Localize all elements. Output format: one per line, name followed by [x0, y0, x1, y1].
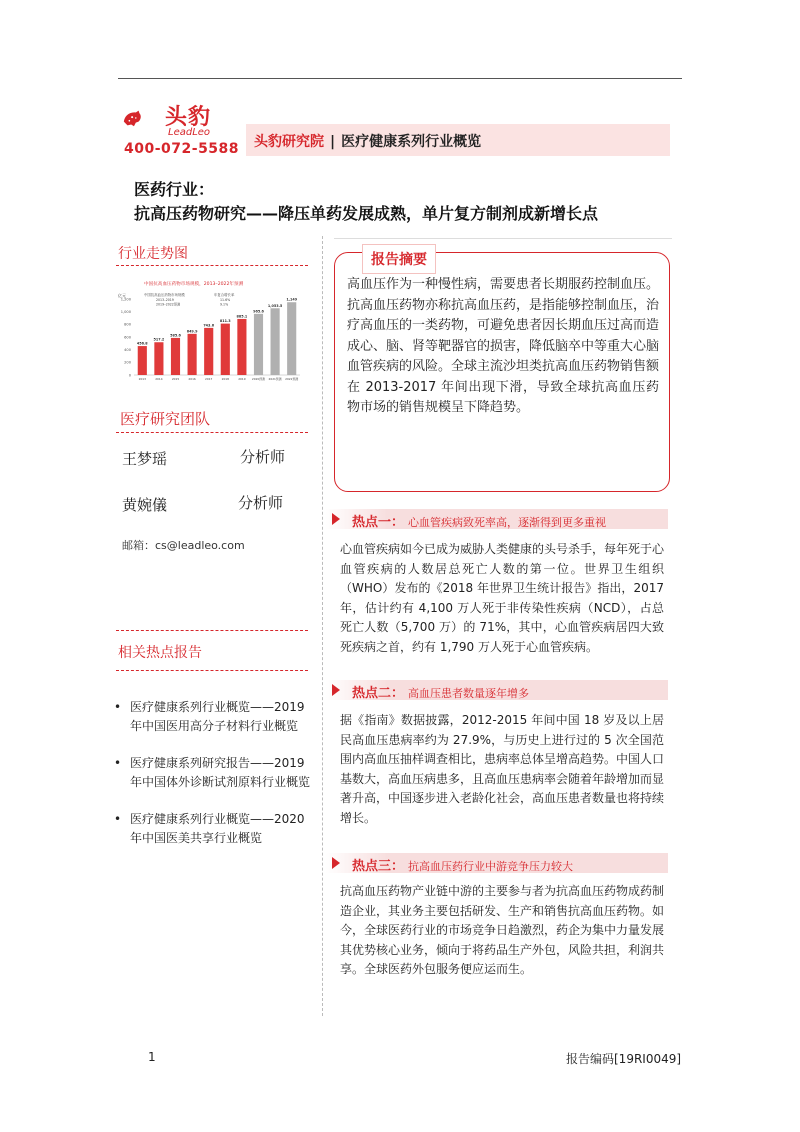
analyst-name: 黄婉儀: [122, 496, 168, 514]
y-tick-label: 1,200: [120, 297, 131, 302]
bar: [204, 328, 213, 375]
related-report-item[interactable]: [114, 698, 314, 736]
hotspot-label: 热点二：: [352, 686, 405, 701]
page-number: 1: [148, 1050, 156, 1064]
x-tick-label: 2013: [138, 377, 146, 381]
trend-section-title: 行业走势图: [118, 246, 188, 262]
analyst-role: 分析师: [240, 448, 286, 466]
bar-value-label: 885.1: [236, 314, 248, 319]
related-report-title: 医疗健康系列行业概览——2019 年中国医用高分子材料行业概览: [130, 700, 305, 733]
market-size-chart: [116, 275, 304, 387]
abstract-text: 高血压作为一种慢性病，需要患者长期服药控制血压。抗高血压药物亦称抗高血压药，是指能够控制血压，治疗高血压的一类药物，可避免患者因长期血压过高而造成心、脑、肾等靶器官的损害，降低脑卒中等重大心脑血管疾病的风险。全球主流沙坦类抗高血压药物销售额在 2013-2017 年间出现下滑，导致全球抗高血压药物市场的销售规模呈下降趋势。: [347, 277, 660, 415]
abstract-tag: 报告摘要: [362, 244, 436, 274]
bar-value-label: 649.9: [186, 329, 198, 334]
hotspot-heading: [352, 682, 529, 701]
x-tick-label: 2022预测: [285, 377, 299, 381]
legend-series: 中国抗高血压药物市场规模: [144, 293, 185, 297]
hotspot-text: 据《指南》数据披露，2012-2015 年间中国 18 岁及以上居民高血压患病率约为 27.9%，与历史上进行过的 5 次全国范围内高血压抽样调查相比，患病率总体呈增高趋势。中国人口基数大，高血压病患多，且高血压患病率会随着年龄增加而显著升高，中国逐步进入老龄化社会，高血压患者数量也将持续增长。: [340, 713, 665, 825]
x-tick-label: 2014: [155, 377, 163, 381]
chart-ylabel: 亿元: [118, 293, 126, 298]
bullet-icon: •: [114, 812, 122, 826]
related-report-title: 医疗健康系列行业概览——2020 年中国医美共享行业概览: [130, 812, 305, 845]
hotspot-text: 抗高血压药物产业链中游的主要参与者为抗高血压药物成药制造企业，其业务主要包括研发、生产和销售抗高血压药物。如今，全球医药行业的市场竞争日趋激烈，药企为集中力量发展其优势核心业务，倾向于将药品生产外包，风险共担，利润共享。全球医药外包服务便应运而生。: [340, 884, 665, 976]
legend-period: 2019–2022预测: [156, 302, 181, 307]
institute-name: 头豹研究院: [254, 134, 324, 150]
phone-number: 400-072-5588: [124, 141, 240, 157]
trend-section-rule: [116, 265, 308, 266]
y-tick-label: 200: [124, 360, 131, 365]
bar: [254, 314, 263, 375]
x-tick-label: 2021预测: [268, 377, 282, 381]
team-section-title: 医疗研究团队: [120, 410, 211, 428]
team-section-rule: [116, 432, 308, 433]
bar-value-label: 1,149: [286, 297, 298, 302]
bar-value-label: 811.3: [219, 319, 231, 324]
contact-email[interactable]: 邮箱：cs@leadleo.com: [122, 539, 245, 552]
x-tick-label: 2019: [238, 377, 246, 381]
report-code: 报告编码[19RI0049]: [566, 1052, 682, 1066]
bar-value-label: 585.6: [170, 333, 181, 338]
leopard-logo-icon: [122, 98, 168, 138]
y-tick-label: 0: [128, 373, 131, 378]
bar: [271, 308, 280, 375]
triangle-marker-icon: [332, 857, 340, 869]
x-tick-label: 2018: [221, 377, 229, 381]
brand-name-cn: 头豹: [165, 105, 212, 130]
bullet-icon: •: [114, 756, 122, 770]
triangle-marker-icon: [332, 684, 340, 696]
related-report-title: 医疗健康系列研究报告——2019 年中国体外诊断试剂原料行业概览: [130, 756, 311, 789]
hotspot-subtitle: 抗高血压药行业中游竞争压力较大: [408, 860, 574, 873]
bullet-icon: •: [114, 700, 122, 714]
related-section-rule-bottom: [116, 670, 308, 671]
analyst-role: 分析师: [238, 494, 284, 512]
bar: [188, 334, 197, 375]
bar: [171, 338, 180, 375]
page-title-line1: 医药行业：: [134, 180, 215, 199]
legend-rate: 11.6%: [220, 298, 231, 302]
bar-value-label: 456.8: [136, 341, 148, 346]
hotspot-label: 热点三：: [352, 859, 405, 874]
page-title-line2: 抗高压药物研究——降压单药发展成熟，单片复方制剂成新增长点: [134, 204, 599, 223]
triangle-marker-icon: [332, 513, 340, 525]
legend-header: 年复合增长率: [214, 293, 235, 297]
legend-rate: 9.1%: [220, 302, 229, 307]
related-section-title: 相关热点报告: [118, 645, 202, 661]
bar: [287, 302, 296, 375]
abstract-top-rule: [334, 238, 672, 239]
x-tick-label: 2020预测: [251, 377, 266, 381]
related-section-rule-top: [116, 630, 308, 631]
brand-name-en: LeadLeo: [168, 127, 211, 138]
bar-value-label: 1,053.5: [267, 303, 283, 308]
bar: [154, 342, 163, 375]
hotspot-heading: [352, 855, 573, 874]
hotspot-subtitle: 高血压患者数量逐年增多: [408, 687, 530, 700]
bar-value-label: 743.6: [203, 323, 215, 328]
bar: [237, 319, 246, 375]
hotspot-heading: [352, 511, 606, 530]
hotspot-label: 热点一：: [352, 515, 405, 530]
x-tick-label: 2016: [188, 377, 196, 381]
y-tick-label: 600: [124, 335, 131, 340]
hotspot-text: 心血管疾病如今已成为威胁人类健康的头号杀手，每年死于心血管疾病的人数居总死亡人数的第一位。世界卫生组织（WHO）发布的《2018 年世界卫生统计报告》指出，2017 年，估计约有 4,100 万人死于非传染性疾病（NCD），占总死亡人数（5,700 万）的 71%，其中，心血管疾病居四大致死疾病之首，约有 1,790 万人死于心血管疾病。: [340, 542, 665, 654]
legend-period: 2013–2019: [156, 298, 174, 302]
banner-separator: |: [330, 134, 336, 150]
bar: [138, 346, 147, 375]
y-tick-label: 1,000: [120, 309, 131, 314]
bar-value-label: 965.6: [253, 309, 264, 314]
hotspot-subtitle: 心血管疾病致死率高，逐渐得到更多重视: [408, 516, 607, 529]
x-tick-label: 2017: [205, 377, 213, 381]
chart-title: 中国抗高血压药物市场规模，2013–2022年预测: [144, 282, 244, 287]
y-tick-label: 400: [124, 347, 131, 352]
related-report-list: [114, 698, 314, 866]
x-tick-label: 2015: [171, 377, 180, 381]
related-report-item[interactable]: [114, 754, 314, 792]
analyst-name: 王梦瑶: [122, 450, 168, 468]
series-name: 医疗健康系列行业概览: [341, 134, 482, 150]
related-report-item[interactable]: [114, 810, 314, 848]
bar-value-label: 517.2: [153, 337, 165, 342]
series-banner-text: [254, 131, 481, 151]
top-rule: [118, 78, 682, 79]
column-divider: [322, 236, 323, 1016]
y-tick-label: 800: [124, 322, 131, 327]
bar: [221, 324, 230, 375]
